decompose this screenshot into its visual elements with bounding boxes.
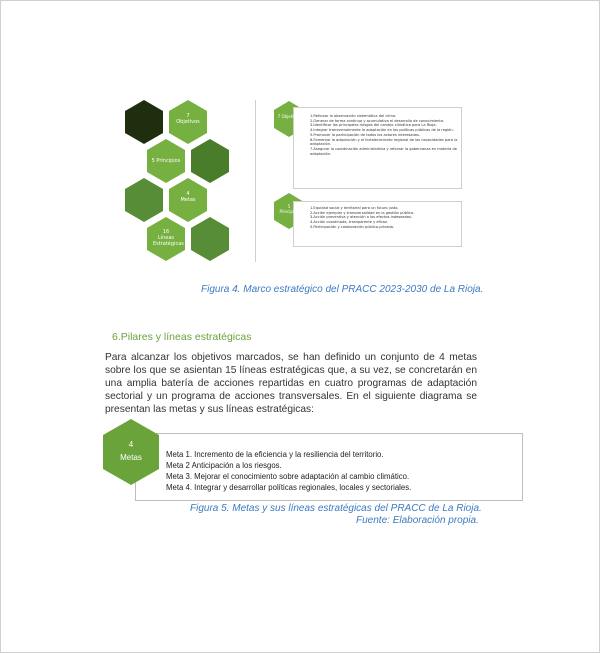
goal-item: Meta 3. Mejorar el conocimiento sobre adaptación al cambio climático.: [166, 472, 410, 481]
figure-4: [120, 95, 465, 270]
goal-item: Meta 2 Anticipación a los riesgos.: [166, 461, 282, 470]
principle-item: 2.Acción ejemplar y transversalidad en la gestión pública.: [310, 210, 415, 215]
objective-item: 4.Integrar transversalmente la adaptación en las políticas públicas de la región.: [310, 128, 454, 133]
objective-item: 2.Generar de forma continua y acumulativa el desarrollo de conocimiento.: [310, 118, 445, 123]
hexagon-5: [125, 178, 163, 222]
section-heading: 6.Pilares y líneas estratégicas: [112, 331, 252, 343]
goals-box: [135, 433, 523, 501]
figure-5-caption: Figura 5. Metas y sus líneas estratégicas del PRACC de La Rioja.: [190, 503, 482, 514]
objectives-box: [293, 107, 462, 189]
objective-item: 6.Fomentar la adquisición y el fortalecimiento regional de las capacidades para la adaptación.: [310, 137, 458, 147]
hexagon-3-label: 5 Principios: [151, 158, 181, 164]
figure-4-caption: Figura 4. Marco estratégico del PRACC 2023-2030 de La Rioja.: [201, 284, 484, 295]
hexagon-7-label: 16 Líneas Estratégicas: [153, 229, 184, 247]
hexagon-8: [191, 217, 229, 261]
hexagon-1: [125, 100, 163, 144]
section-paragraph: Para alcanzar los objetivos marcados, se han definido un conjunto de 4 metas sobre los que se asientan 15 líneas estratégicas que, a su vez, se concretarán en una amplia batería de acciones repartidas en cuatro programas de adaptación sectorial y un programa de acciones transversales. En el siguiente diagrama se presentan las metas y sus líneas estratégicas:: [105, 352, 477, 415]
principles-hex-label: 5 Principios: [279, 204, 299, 214]
figure-5-source: Fuente: Elaboración propia.: [356, 515, 479, 526]
principle-item: 4.Acción coordinada, transparente y eficaz.: [310, 220, 389, 225]
goal-item: Meta 4. Integrar y desarrollar políticas regionales, locales y sectoriales.: [166, 483, 412, 492]
hexagon-4: [191, 139, 229, 183]
goal-item: Meta 1. Incremento de la eficiencia y la resiliencia del territorio.: [166, 450, 384, 459]
principle-item: 5.Participación y colaboración público-privada.: [310, 224, 395, 229]
hexagon-2-label: 7 Objetivos: [176, 113, 200, 125]
objectives-hex-label: 7 Objetivos: [277, 114, 301, 119]
principles-box: [293, 201, 462, 247]
divider-line: [255, 100, 256, 262]
hexagon-6-label: 4 Metas: [180, 191, 196, 203]
goals-hex-label: 4 Metas: [120, 440, 142, 462]
objective-item: 7.Asegurar la coordinación administrativa y reforzar la gobernanza en materia de adaptación.: [310, 146, 457, 156]
principle-item: 3.Acción preventiva y atención a los efectos indeseados.: [310, 215, 413, 220]
objective-item: 1.Reforzar la observación sistemática del clima.: [310, 114, 397, 118]
objective-item: 5.Promover la participación de todos los actores interesados.: [310, 132, 420, 137]
principle-item: 1.Equidad social y territorial para un futuro justo.: [310, 206, 399, 210]
objective-item: 3.Identificar los principales riesgos del cambio climático para La Rioja.: [310, 123, 437, 128]
